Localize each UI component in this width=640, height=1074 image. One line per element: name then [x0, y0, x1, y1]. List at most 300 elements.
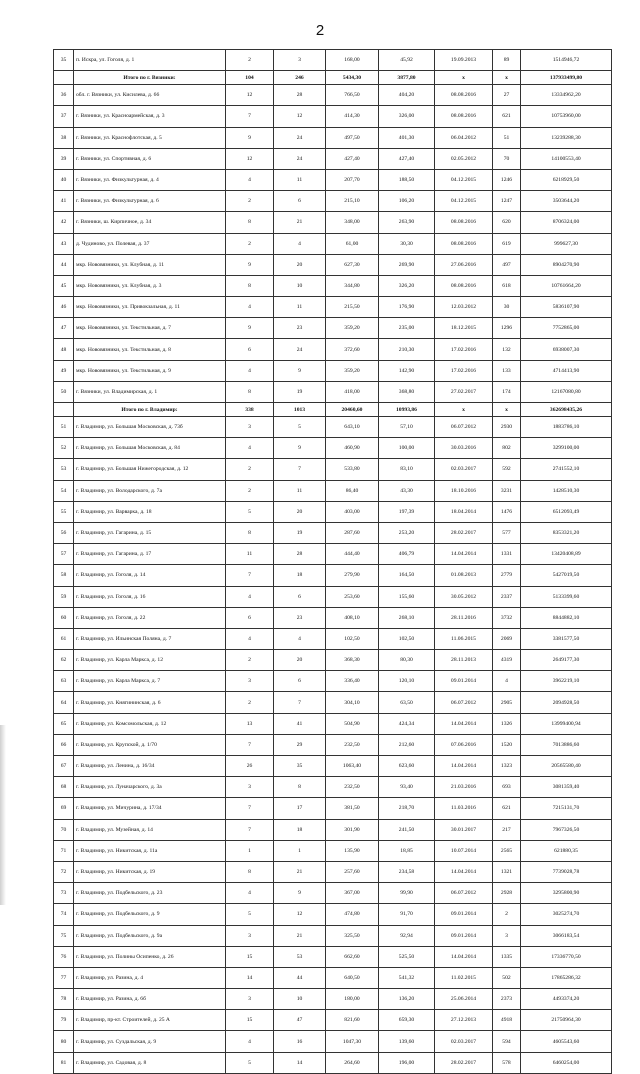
document-number-cell: 621	[493, 798, 521, 819]
date-cell: 14.04.2014	[435, 544, 493, 565]
address-cell: г. Владимир, ул. Гоголя, д. 14	[74, 565, 226, 586]
cost-cell: 14100553,40	[521, 148, 612, 169]
table-row	[54, 798, 612, 819]
cost-cell: 7215131,70	[521, 798, 612, 819]
total-area-cell: 403,00	[326, 501, 379, 522]
row-number-cell: 73	[54, 883, 74, 904]
row-number-cell: 59	[54, 586, 74, 607]
row-number-cell	[54, 403, 74, 417]
address-cell: г. Вязники, ул. Физкультурная, д. 6	[74, 191, 226, 212]
residents-count-cell: 6	[274, 191, 326, 212]
document-number-cell: 1476	[493, 501, 521, 522]
date-cell: 11.02.2015	[435, 967, 493, 988]
address-cell: г. Владимир, ул. Володарского, д. 7а	[74, 480, 226, 501]
cost-cell: 7739028,78	[521, 861, 612, 882]
total-area-cell: 257,60	[326, 861, 379, 882]
address-cell: мкр. Нововязники, ул. Клубная, д. 11	[74, 254, 226, 275]
document-number-cell: 621	[493, 106, 521, 127]
residents-count-cell: 18	[274, 565, 326, 586]
living-area-cell: 43,30	[379, 480, 435, 501]
flats-count-cell: 6	[226, 339, 274, 360]
flats-count-cell: 3	[226, 925, 274, 946]
cost-cell: 2741552,10	[521, 459, 612, 480]
total-area-cell: 232,50	[326, 734, 379, 755]
cost-cell: 7752865,00	[521, 318, 612, 339]
date-cell: 28.02.2017	[435, 1052, 493, 1073]
document-number-cell: 174	[493, 381, 521, 402]
flats-count-cell: 12	[226, 85, 274, 106]
date-cell: 14.04.2014	[435, 861, 493, 882]
document-number-cell: 4319	[493, 650, 521, 671]
residents-count-cell: 11	[274, 297, 326, 318]
residents-count-cell: 20	[274, 501, 326, 522]
residents-count-cell: 23	[274, 318, 326, 339]
document-number-cell: 89	[493, 50, 521, 71]
residents-count-cell: 28	[274, 544, 326, 565]
row-number-cell: 81	[54, 1052, 74, 1073]
living-area-cell: 176,90	[379, 297, 435, 318]
cost-cell: 17336770,50	[521, 946, 612, 967]
date-cell: 08.08.2016	[435, 233, 493, 254]
residents-count-cell: 9	[274, 883, 326, 904]
residents-count-cell: 11	[274, 480, 326, 501]
table-row	[54, 840, 612, 861]
cost-cell: 7967326,50	[521, 819, 612, 840]
living-area-cell: 218,70	[379, 798, 435, 819]
document-number-cell: 2337	[493, 586, 521, 607]
table-row	[54, 967, 612, 988]
address-cell: обл. г. Вязники, ул. Кисилева, д. 66	[74, 85, 226, 106]
address-cell: мкр. Нововязники, ул. Клубная, д. 3	[74, 275, 226, 296]
row-number-cell: 48	[54, 339, 74, 360]
flats-count-cell: 2	[226, 459, 274, 480]
living-area-cell: 92,94	[379, 925, 435, 946]
residents-count-cell: 10	[274, 989, 326, 1010]
scan-shadow	[0, 725, 6, 905]
residents-count-cell: 21	[274, 212, 326, 233]
flats-count-cell: 104	[226, 71, 274, 85]
flats-count-cell: 1	[226, 840, 274, 861]
date-cell: 18.04.2014	[435, 501, 493, 522]
living-area-cell: 164,50	[379, 565, 435, 586]
cost-cell: 621880,35	[521, 840, 612, 861]
document-number-cell: 217	[493, 819, 521, 840]
date-cell: 08.08.2016	[435, 212, 493, 233]
total-area-cell: 325,50	[326, 925, 379, 946]
address-cell: г. Владимир, ул. Карла Маркса, д. 7	[74, 671, 226, 692]
table-row	[54, 339, 612, 360]
total-area-cell: 414,30	[326, 106, 379, 127]
total-area-cell: 497,50	[326, 127, 379, 148]
flats-count-cell: 14	[226, 967, 274, 988]
row-number-cell: 80	[54, 1031, 74, 1052]
flats-count-cell: 4	[226, 360, 274, 381]
living-area-cell: 368,80	[379, 381, 435, 402]
residents-count-cell: 1013	[274, 403, 326, 417]
document-number-cell: 502	[493, 967, 521, 988]
living-area-cell: 401,30	[379, 127, 435, 148]
residents-count-cell: 18	[274, 819, 326, 840]
cost-cell: 3066183,54	[521, 925, 612, 946]
living-area-cell: 83,10	[379, 459, 435, 480]
document-number-cell: 133	[493, 360, 521, 381]
table-row	[54, 233, 612, 254]
row-number-cell: 68	[54, 777, 74, 798]
address-cell: г. Владимир, ул. Гагарина, д. 15	[74, 522, 226, 543]
document-number-cell: 51	[493, 127, 521, 148]
row-number-cell: 49	[54, 360, 74, 381]
address-cell: г. Владимир, ул. Варварка, д. 18	[74, 501, 226, 522]
cost-cell: 4493374,20	[521, 989, 612, 1010]
date-cell: 17.02.2016	[435, 360, 493, 381]
residents-count-cell: 21	[274, 925, 326, 946]
date-cell: 11.03.2016	[435, 798, 493, 819]
document-number-cell: 2930	[493, 417, 521, 438]
address-cell: г. Вязники, ул. Красноармейская, д. 3	[74, 106, 226, 127]
cost-cell: 4714413,90	[521, 360, 612, 381]
registry-body	[54, 50, 612, 1074]
address-cell: г. Вязники, ул. Физкультурная, д. 4	[74, 169, 226, 190]
address-cell: г. Владимир, ул. Садовая, д. 8	[74, 1052, 226, 1073]
residents-count-cell: 47	[274, 1010, 326, 1031]
total-area-cell: 232,50	[326, 777, 379, 798]
total-area-cell: 86,40	[326, 480, 379, 501]
living-area-cell: 406,79	[379, 544, 435, 565]
flats-count-cell: 8	[226, 212, 274, 233]
living-area-cell: 241,50	[379, 819, 435, 840]
table-row	[54, 883, 612, 904]
living-area-cell: 427,40	[379, 148, 435, 169]
total-area-cell: 372,60	[326, 339, 379, 360]
cost-cell: 5133399,60	[521, 586, 612, 607]
cost-cell: 1883786,10	[521, 417, 612, 438]
address-cell: г. Вязники, ш. Кирпичное, д. 34	[74, 212, 226, 233]
living-area-cell: 45,92	[379, 50, 435, 71]
residents-count-cell: 16	[274, 1031, 326, 1052]
flats-count-cell: 3	[226, 671, 274, 692]
total-area-cell: 5434,30	[326, 71, 379, 85]
table-row	[54, 297, 612, 318]
document-number-cell: 2565	[493, 840, 521, 861]
document-number-cell: 1296	[493, 318, 521, 339]
residents-count-cell: 12	[274, 106, 326, 127]
cost-cell: 12167080,80	[521, 381, 612, 402]
date-cell: 06.07.2012	[435, 692, 493, 713]
flats-count-cell: 4	[226, 586, 274, 607]
total-area-cell: 533,80	[326, 459, 379, 480]
total-area-cell: 215,50	[326, 297, 379, 318]
table-row	[54, 480, 612, 501]
date-cell: 27.02.2017	[435, 381, 493, 402]
table-row	[54, 777, 612, 798]
table-row	[54, 628, 612, 649]
living-area-cell: 253,20	[379, 522, 435, 543]
table-row	[54, 756, 612, 777]
row-number-cell: 40	[54, 169, 74, 190]
cost-cell: 2094928,50	[521, 692, 612, 713]
living-area-cell: 142,90	[379, 360, 435, 381]
living-area-cell: 136,20	[379, 989, 435, 1010]
cost-cell: 13999400,94	[521, 713, 612, 734]
table-row	[54, 734, 612, 755]
date-cell: 02.03.2017	[435, 1031, 493, 1052]
table-row	[54, 417, 612, 438]
living-area-cell: 120,10	[379, 671, 435, 692]
living-area-cell: 659,30	[379, 1010, 435, 1031]
document-number-cell: 2	[493, 904, 521, 925]
flats-count-cell: 11	[226, 544, 274, 565]
row-number-cell: 70	[54, 819, 74, 840]
flats-count-cell: 13	[226, 713, 274, 734]
residents-count-cell: 10	[274, 275, 326, 296]
table-total-row	[54, 71, 612, 85]
living-area-cell: 100,00	[379, 438, 435, 459]
cost-cell: 6938007,30	[521, 339, 612, 360]
table-row	[54, 544, 612, 565]
table-row	[54, 318, 612, 339]
address-cell: г. Владимир, ул. Музейная, д. 14	[74, 819, 226, 840]
date-cell: 09.01.2014	[435, 904, 493, 925]
address-cell: мкр. Нововязники, ул. Текстильная, д. 9	[74, 360, 226, 381]
table-row	[54, 459, 612, 480]
flats-count-cell: 5	[226, 1052, 274, 1073]
residents-count-cell: 44	[274, 967, 326, 988]
residents-count-cell: 19	[274, 381, 326, 402]
row-number-cell: 78	[54, 989, 74, 1010]
residents-count-cell: 29	[274, 734, 326, 755]
living-area-cell: 188,50	[379, 169, 435, 190]
document-number-cell: 594	[493, 1031, 521, 1052]
document-number-cell: 4918	[493, 1010, 521, 1031]
table-row	[54, 254, 612, 275]
date-cell: 09.01.2014	[435, 671, 493, 692]
cost-cell: 6218929,50	[521, 169, 612, 190]
residents-count-cell: 19	[274, 522, 326, 543]
date-cell: 28.02.2017	[435, 522, 493, 543]
residents-count-cell: 4	[274, 233, 326, 254]
cost-cell: 8353321,20	[521, 522, 612, 543]
row-number-cell: 52	[54, 438, 74, 459]
residents-count-cell: 3	[274, 50, 326, 71]
date-cell: 08.08.2016	[435, 275, 493, 296]
total-area-cell: 368,30	[326, 650, 379, 671]
document-number-cell: 1520	[493, 734, 521, 755]
row-number-cell: 41	[54, 191, 74, 212]
table-row	[54, 522, 612, 543]
total-area-cell: 304,10	[326, 692, 379, 713]
living-area-cell: 210,30	[379, 339, 435, 360]
total-area-cell: 504,90	[326, 713, 379, 734]
document-number-cell: 620	[493, 212, 521, 233]
row-number-cell: 42	[54, 212, 74, 233]
flats-count-cell: 12	[226, 148, 274, 169]
address-cell: г. Владимир, ул. Разина, д. 6б	[74, 989, 226, 1010]
flats-count-cell: 9	[226, 254, 274, 275]
total-area-cell: 20460,60	[326, 403, 379, 417]
total-area-cell: 359,20	[326, 360, 379, 381]
flats-count-cell: 338	[226, 403, 274, 417]
row-number-cell: 67	[54, 756, 74, 777]
row-number-cell: 57	[54, 544, 74, 565]
row-number-cell: 72	[54, 861, 74, 882]
living-area-cell: 102,50	[379, 628, 435, 649]
living-area-cell: 57,10	[379, 417, 435, 438]
address-cell: г. Владимир, ул. Большая Нижегородская, д. 12	[74, 459, 226, 480]
cost-cell: 3025274,70	[521, 904, 612, 925]
flats-count-cell: 4	[226, 628, 274, 649]
date-cell: 02.03.2017	[435, 459, 493, 480]
row-number-cell: 44	[54, 254, 74, 275]
total-area-cell: 168,00	[326, 50, 379, 71]
cost-cell: 8706324,00	[521, 212, 612, 233]
total-area-cell: 135,90	[326, 840, 379, 861]
total-area-cell: 821,60	[326, 1010, 379, 1031]
residents-count-cell: 9	[274, 438, 326, 459]
table-row	[54, 438, 612, 459]
flats-count-cell: 9	[226, 127, 274, 148]
cost-cell: 6512093,49	[521, 501, 612, 522]
flats-count-cell: 5	[226, 501, 274, 522]
row-number-cell: 75	[54, 925, 74, 946]
cost-cell: 8844882,10	[521, 607, 612, 628]
document-number-cell: 2779	[493, 565, 521, 586]
cost-cell: 3381577,50	[521, 628, 612, 649]
table-row	[54, 586, 612, 607]
cost-cell: 362698435,26	[521, 403, 612, 417]
flats-count-cell: 7	[226, 565, 274, 586]
living-area-cell: 197,39	[379, 501, 435, 522]
address-cell: г. Владимир, ул. Никитская, д. 19	[74, 861, 226, 882]
document-number-cell: х	[493, 71, 521, 85]
date-cell: 17.02.2016	[435, 339, 493, 360]
living-area-cell: 18,85	[379, 840, 435, 861]
total-area-cell: 344,80	[326, 275, 379, 296]
total-area-cell: 640,50	[326, 967, 379, 988]
flats-count-cell: 4	[226, 297, 274, 318]
total-area-cell: 766,50	[326, 85, 379, 106]
row-number-cell: 38	[54, 127, 74, 148]
cost-cell: 6460254,00	[521, 1052, 612, 1073]
date-cell: 28.11.2016	[435, 607, 493, 628]
address-cell: г. Владимир, ул. Гоголя, д. 22	[74, 607, 226, 628]
flats-count-cell: 2	[226, 50, 274, 71]
total-area-cell: 460,90	[326, 438, 379, 459]
date-cell: 01.08.2013	[435, 565, 493, 586]
table-row	[54, 381, 612, 402]
date-cell: 27.12.2013	[435, 1010, 493, 1031]
flats-count-cell: 9	[226, 318, 274, 339]
living-area-cell: 10993,86	[379, 403, 435, 417]
date-cell: 18.10.2016	[435, 480, 493, 501]
row-number-cell: 55	[54, 501, 74, 522]
table-row	[54, 50, 612, 71]
address-cell: г. Владимир, ул. Подбельского, д. 9а	[74, 925, 226, 946]
document-number-cell: 618	[493, 275, 521, 296]
living-area-cell: 139,60	[379, 1031, 435, 1052]
address-cell: д. Чудиново, ул. Полевая, д. 37	[74, 233, 226, 254]
flats-count-cell: 3	[226, 989, 274, 1010]
address-cell: г. Владимир, ул. Подбельского, д. 9	[74, 904, 226, 925]
address-cell: г. Вязники, ул. Спортивная, д. 6	[74, 148, 226, 169]
table-row	[54, 1052, 612, 1073]
cost-cell: 10753960,00	[521, 106, 612, 127]
living-area-cell: 424,34	[379, 713, 435, 734]
living-area-cell: 3877,80	[379, 71, 435, 85]
row-number-cell: 65	[54, 713, 74, 734]
total-area-cell: 102,50	[326, 628, 379, 649]
residents-count-cell: 24	[274, 339, 326, 360]
date-cell: 27.06.2016	[435, 254, 493, 275]
address-cell: мкр. Нововязники, ул. Текстильная, д. 7	[74, 318, 226, 339]
document-number-cell: 497	[493, 254, 521, 275]
document-number-cell: 3732	[493, 607, 521, 628]
document-number-cell: 1326	[493, 713, 521, 734]
table-row	[54, 713, 612, 734]
document-number-cell: 693	[493, 777, 521, 798]
residents-count-cell: 35	[274, 756, 326, 777]
total-area-cell: 662,60	[326, 946, 379, 967]
flats-count-cell: 5	[226, 904, 274, 925]
address-cell: мкр. Нововязники, ул. Привокзальная, д. 11	[74, 297, 226, 318]
flats-count-cell: 2	[226, 480, 274, 501]
row-number-cell: 71	[54, 840, 74, 861]
cost-cell: 999627,30	[521, 233, 612, 254]
residents-count-cell: 7	[274, 459, 326, 480]
date-cell: 02.05.2012	[435, 148, 493, 169]
total-area-cell: 336,40	[326, 671, 379, 692]
row-number-cell: 53	[54, 459, 74, 480]
table-row	[54, 861, 612, 882]
row-number-cell	[54, 71, 74, 85]
residents-count-cell: 41	[274, 713, 326, 734]
date-cell: 12.03.2012	[435, 297, 493, 318]
cost-cell: 1428510,30	[521, 480, 612, 501]
address-cell: г. Владимир, ул. Мичурина, д. 17/34	[74, 798, 226, 819]
total-area-cell: 215,10	[326, 191, 379, 212]
total-area-cell: 408,10	[326, 607, 379, 628]
flats-count-cell: 6	[226, 607, 274, 628]
document-number-cell: 2928	[493, 883, 521, 904]
cost-cell: 13334962,20	[521, 85, 612, 106]
address-cell: мкр. Нововязники, ул. Текстильная, д. 8	[74, 339, 226, 360]
residents-count-cell: 246	[274, 71, 326, 85]
address-cell: г. Владимир, ул. Гагарина, д. 17	[74, 544, 226, 565]
total-area-cell: 287,60	[326, 522, 379, 543]
flats-count-cell: 4	[226, 169, 274, 190]
document-number-cell: 1323	[493, 756, 521, 777]
address-cell: г. Владимир, ул. Суздальская, д. 9	[74, 1031, 226, 1052]
flats-count-cell: 26	[226, 756, 274, 777]
address-cell: г. Владимир, ул. Комсомольская, д. 12	[74, 713, 226, 734]
date-cell: 18.12.2015	[435, 318, 493, 339]
date-cell: 06.07.2012	[435, 417, 493, 438]
table-total-row	[54, 403, 612, 417]
table-row	[54, 692, 612, 713]
total-area-cell: 427,40	[326, 148, 379, 169]
cost-cell: 5427019,50	[521, 565, 612, 586]
total-area-cell: 1063,40	[326, 756, 379, 777]
row-number-cell: 43	[54, 233, 74, 254]
cost-cell: 20565580,40	[521, 756, 612, 777]
cost-cell: 13239288,30	[521, 127, 612, 148]
row-number-cell: 69	[54, 798, 74, 819]
cost-cell: 3962219,10	[521, 671, 612, 692]
table-row	[54, 904, 612, 925]
living-area-cell: 30,30	[379, 233, 435, 254]
living-area-cell: 234,58	[379, 861, 435, 882]
living-area-cell: 155,60	[379, 586, 435, 607]
total-area-cell: 207,70	[326, 169, 379, 190]
